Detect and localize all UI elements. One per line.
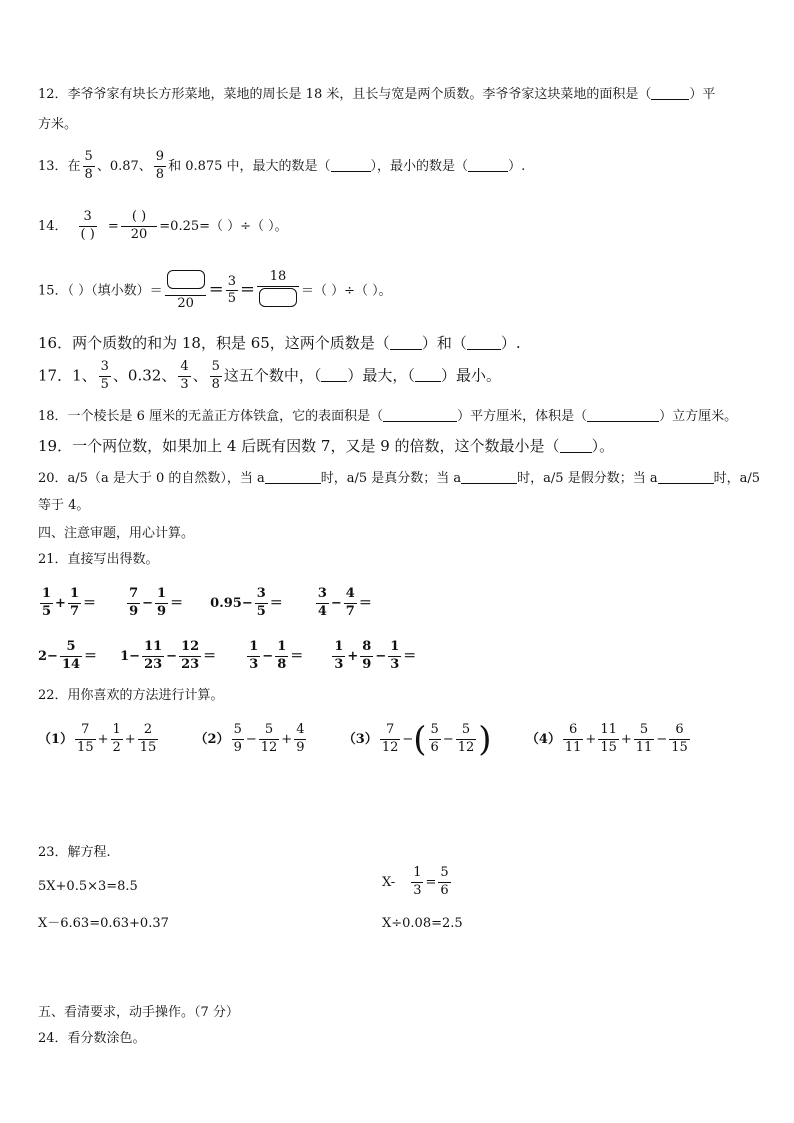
equation-2: X- $\frac{1}{3}$ = $\frac{5}{6}$ — [382, 865, 449, 898]
expression: $\frac{3}{4}$ − $\frac{4}{7}$ ＝ — [317, 586, 372, 619]
q22-problems — [38, 719, 692, 759]
answer-box[interactable] — [259, 288, 297, 307]
q12-line1: 12．李爷爷家有块长方形菜地，菜地的周长是 18 米，且长与宽是两个质数。李爷爷家这块菜地的面积是（ ）平 — [38, 87, 716, 102]
q12-line2: 方米。 — [38, 117, 78, 132]
q17: 17．1、 $\frac{3}{5}$ 、0.32、 $\frac{4}{3}$ 、 $\frac{5}{8}$ 这五个数中，（ ）最大，（ ）最小。 — [38, 359, 501, 392]
fraction: $\frac{9}{8}$ — [155, 149, 165, 182]
q24-title: 24．看分数涂色。 — [38, 1031, 146, 1046]
answer-blank[interactable] — [467, 334, 501, 350]
equation-1: 5X+0.5×3=8.5 — [38, 879, 138, 894]
q20-line1: 20．a/5（a 是大于 0 的自然数），当 a 时，a/5 是真分数；当 a 时，a/5 是假分数；当 a 时，a/5 — [38, 471, 760, 486]
q21-row2 — [38, 640, 416, 673]
fraction: $\frac{( )}{20}$ — [121, 210, 158, 243]
expression: 1− $\frac{11}{23}$ − $\frac{12}{23}$ ＝ — [120, 639, 217, 672]
answer-blank[interactable] — [331, 158, 371, 172]
answer-blank[interactable] — [560, 437, 592, 453]
q23-title: 23．解方程. — [38, 845, 111, 860]
q15: 15．（ ）（填小数）＝ 20 ＝ $\frac{3}{5}$ ＝ 18 ＝（ ）÷（ ）。 — [38, 269, 392, 311]
answer-blank[interactable] — [265, 470, 321, 484]
equation-3: X－6.63=0.63+0.37 — [38, 916, 169, 931]
q14: 14． $\frac{3}{( )}$ = $\frac{( )}{20}$ =0.25=（ ）÷（ ）。 — [38, 209, 288, 242]
fraction: $\frac{5}{8}$ — [84, 149, 93, 182]
answer-blank[interactable] — [383, 408, 457, 422]
q13: 13．在 $\frac{5}{8}$ 、0.87、 $\frac{9}{8}$ 和 0.875 中，最大的数是（ ），最小的数是（ ）. — [38, 149, 526, 182]
answer-blank[interactable] — [587, 408, 659, 422]
answer-blank[interactable] — [461, 470, 517, 484]
problem-1: （1） $\frac{7}{15}$ + $\frac{1}{2}$ + $\frac{2}{15}$ — [38, 721, 157, 755]
answer-blank[interactable] — [468, 158, 508, 172]
expression: $\frac{1}{5}$ + $\frac{1}{7}$ ＝ — [42, 586, 97, 619]
answer-box[interactable] — [167, 270, 205, 289]
q21-title: 21．直接写出得数。 — [38, 552, 159, 567]
fraction: 20 — [165, 270, 207, 312]
fraction: 18 — [257, 270, 299, 312]
fraction: $\frac{3}{5}$ — [227, 273, 236, 307]
answer-blank[interactable] — [390, 334, 422, 350]
fraction: $\frac{3}{5}$ — [100, 359, 109, 392]
fraction: $\frac{3}{( )}$ — [80, 209, 95, 242]
q18: 18．一个棱长是 6 厘米的无盖正方体铁盒，它的表面积是（ ）平方厘米，体积是（ ）立方厘米。 — [38, 409, 738, 424]
expression: $\frac{1}{3}$ + $\frac{8}{9}$ − $\frac{1}{3}$ ＝ — [334, 639, 417, 672]
fraction: $\frac{4}{3}$ — [180, 359, 189, 392]
q21-row1 — [38, 587, 372, 620]
q22-title: 22．用你喜欢的方法进行计算。 — [38, 688, 224, 703]
problem-4: （4） $\frac{6}{11}$ + $\frac{11}{15}$ + $\frac{5}{11}$ − $\frac{6}{15}$ — [525, 721, 688, 755]
answer-blank[interactable] — [415, 366, 441, 382]
expression: $\frac{7}{9}$ − $\frac{1}{9}$ ＝ — [129, 586, 184, 619]
q20-line2: 等于 4。 — [38, 498, 90, 513]
expression: 0.95− $\frac{3}{5}$ ＝ — [210, 586, 283, 619]
q19: 19．一个两位数，如果加上 4 后既有因数 7，又是 9 的倍数，这个数最小是（ ）。 — [38, 437, 615, 455]
fraction: $\frac{5}{8}$ — [211, 359, 220, 392]
problem-3: （3） $\frac{7}{12}$ −( $\frac{5}{6}$ − $\frac{5}{12}$ ) — [342, 719, 492, 759]
equation-4: X÷0.08=2.5 — [382, 916, 463, 931]
section-5-heading: 五、看清要求，动手操作。（7 分） — [38, 1005, 239, 1020]
answer-blank[interactable] — [651, 86, 689, 100]
section-4-heading: 四、注意审题，用心计算。 — [38, 526, 195, 541]
expression: 2− $\frac{5}{14}$ ＝ — [38, 639, 98, 672]
answer-blank[interactable] — [658, 470, 714, 484]
q16: 16．两个质数的和为 18，积是 65，这两个质数是（ ）和（ ）. — [38, 334, 521, 352]
problem-2: （2） $\frac{5}{9}$ − $\frac{5}{12}$ + $\frac{4}{9}$ — [194, 721, 305, 755]
answer-blank[interactable] — [321, 366, 347, 382]
expression: $\frac{1}{3}$ − $\frac{1}{8}$ ＝ — [249, 639, 304, 672]
